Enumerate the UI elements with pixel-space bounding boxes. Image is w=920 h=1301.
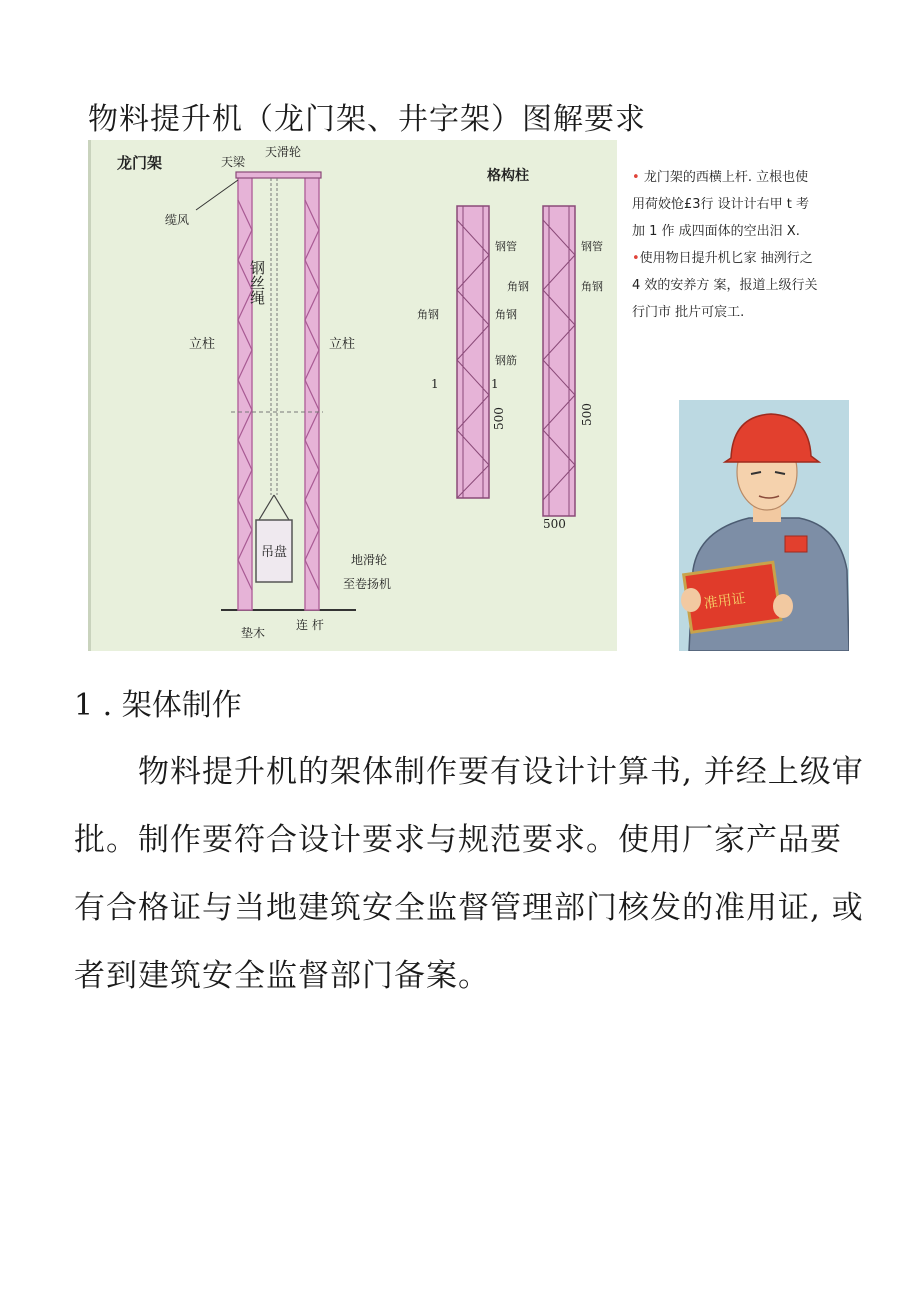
label-dim-a: 500 (492, 407, 506, 430)
label-section-right: 1 (491, 377, 499, 391)
top-beam (236, 172, 321, 178)
label-tianliang: 天梁 (221, 155, 246, 169)
right-column (305, 176, 319, 610)
label-lizhu-left: 立柱 (189, 337, 216, 352)
side-notes (632, 164, 820, 326)
gantry-lifter-diagram (88, 140, 617, 651)
left-diagram-title: 龙门架 (117, 154, 163, 172)
label-dim-c: 500 (543, 517, 566, 531)
label-gangguan-b: 钢管 (581, 240, 603, 253)
worker-illustration (679, 400, 849, 651)
worker-svg (679, 400, 849, 651)
section-heading: 1 . 架体制作 (74, 688, 242, 723)
lattice-column-b (543, 206, 575, 516)
label-gangguan-a: 钢管 (495, 240, 517, 253)
label-lanfeng: 缆风 (165, 213, 190, 227)
label-jiaogang-a: 角钢 (507, 280, 529, 293)
label-tianhualun: 天滑轮 (265, 145, 302, 159)
label-section-left: 1 (431, 377, 439, 391)
right-diagram-title: 格构柱 (487, 168, 529, 184)
left-column (238, 176, 252, 610)
label-gangjin: 钢筋 (495, 354, 517, 367)
diagram-svg (91, 140, 614, 651)
bullet-icon: • (632, 170, 640, 185)
label-jiaogang-c: 角钢 (417, 308, 439, 321)
label-dihualun: 地滑轮 (351, 553, 388, 567)
label-diaopan: 吊盘 (261, 545, 288, 560)
label-jiaogang-b: 角钢 (581, 280, 603, 293)
note-2: •使用物日提升机匕家 抽洌行之 4 效的安养方 案，报道上级行关行门市 批片可宸工. (632, 251, 818, 320)
certificate-text: 准用证 (702, 590, 747, 613)
label-zhijuanyangji: 至卷扬机 (343, 577, 392, 591)
bullet-icon: • (632, 251, 640, 266)
note-1: • 龙门架的西横上杆. 立根也使用荷姣怆£3行 设计计右甲 t 考加 1 作 成四面体的空出汨 X. (632, 170, 810, 239)
label-dim-b: 500 (580, 403, 594, 426)
label-lizhu-right: 立柱 (329, 337, 356, 352)
label-gangsisheng: 钢丝绳 (248, 260, 266, 305)
label-jiaogang-d: 角钢 (495, 308, 517, 321)
label-dianmu: 垫木 (241, 626, 266, 640)
section-body: 物料提升机的架体制作要有设计计算书, 并经上级审批。制作要符合设计要求与规范要求。使用厂家产品要有合格证与当地建筑安全监督管理部门核发的准用证, 或者到建筑安全监督部门备案。 (74, 754, 864, 994)
label-liangan: 连 杆 (296, 618, 324, 632)
page-title: 物料提升机（龙门架、井字架）图解要求 (88, 102, 646, 137)
lattice-column-a (457, 206, 489, 498)
